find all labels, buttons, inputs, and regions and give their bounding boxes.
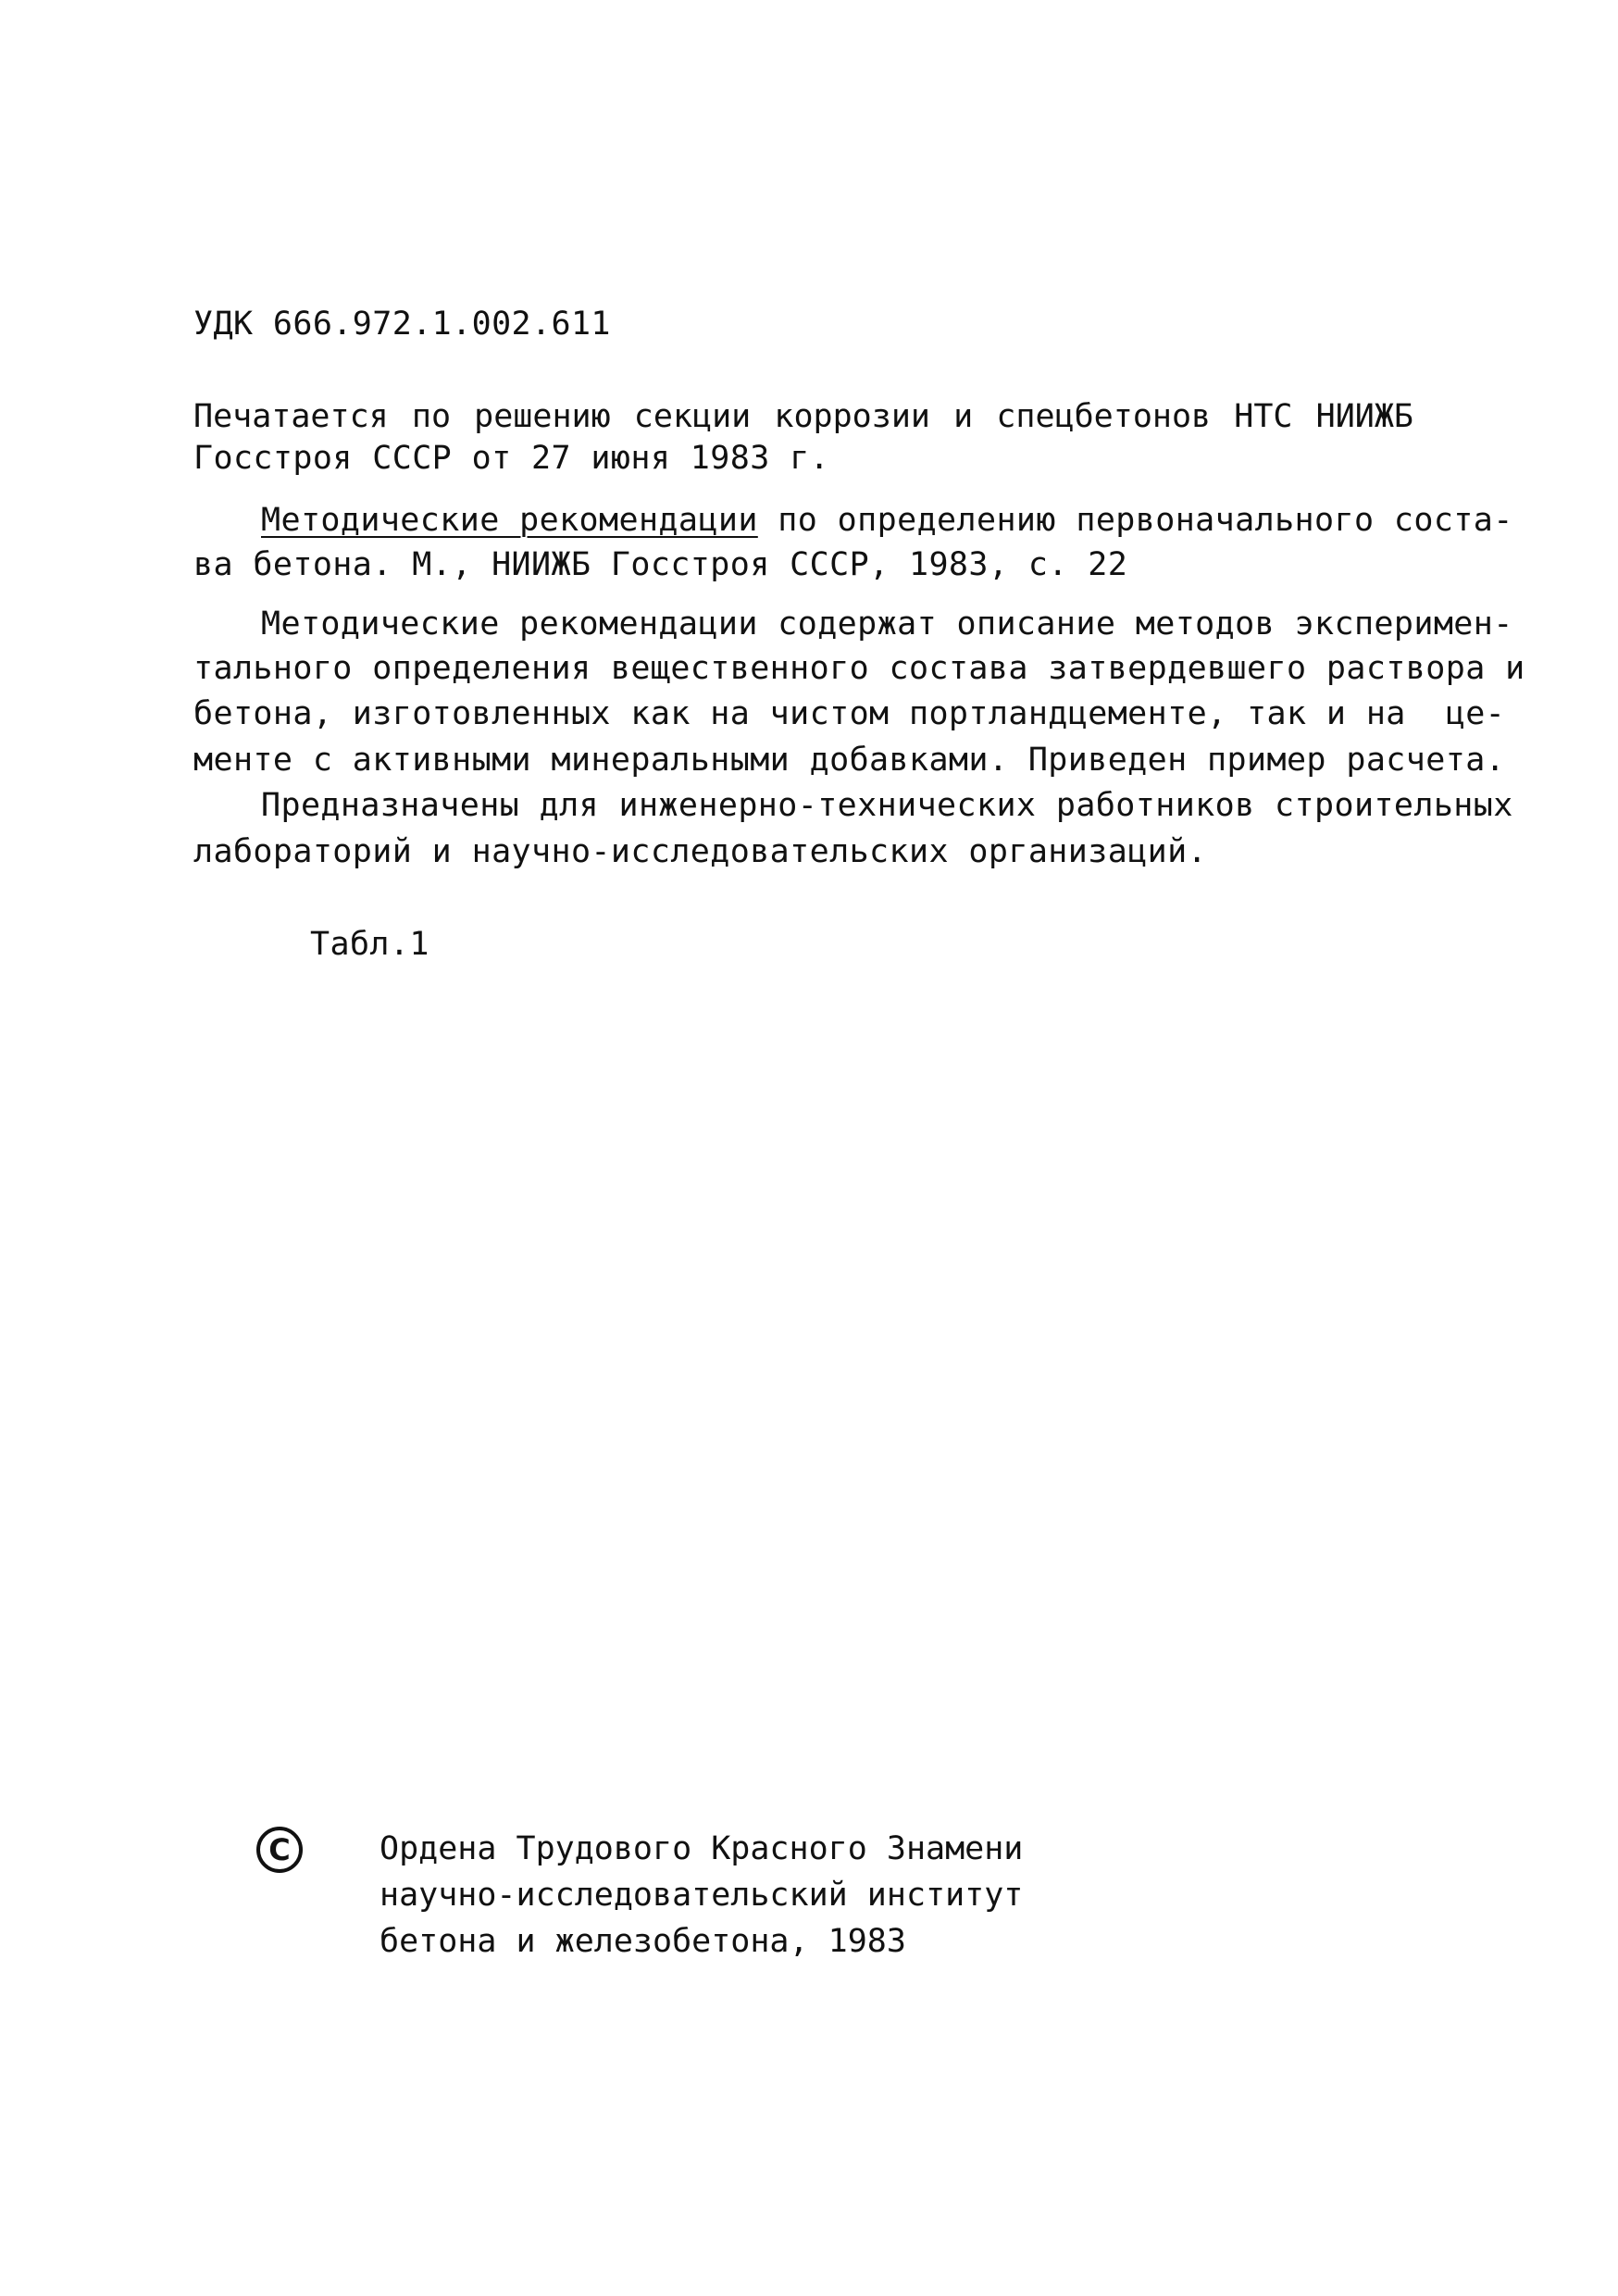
tables-count: Табл.1	[310, 926, 429, 963]
approval-line-2: Госстроя СССР от 27 июня 1983 г.	[193, 440, 830, 477]
imprint-line-1: Ордена Трудового Красного Знамени	[380, 1830, 1024, 1867]
approval-text-1: Печатается по решению секции коррозии и спецбетонов НТС НИИЖБ	[193, 398, 1413, 435]
abstract-line-2: тального определения вещественного состава затвердевшего раствора и	[193, 650, 1525, 687]
citation-line-1	[261, 502, 1513, 539]
imprint-line-3: бетона и железобетона, 1983	[380, 1923, 906, 1960]
audience-line-2: лабораторий и научно-исследовательских организаций.	[193, 833, 1208, 870]
imprint-line-2: научно-исследовательский институт	[380, 1877, 1024, 1914]
citation-title: Методические рекомендации	[261, 502, 758, 539]
abstract-line-4: менте с активными минеральными добавками. Приведен пример расчета.	[193, 742, 1506, 779]
approval-line-1	[193, 398, 1413, 435]
copyright-icon: C	[256, 1827, 303, 1873]
citation-line-1-rest: по определению первоначального соста-	[757, 502, 1513, 539]
udk-code: УДК 666.972.1.002.611	[193, 306, 611, 343]
abstract-line-1: Методические рекомендации содержат описание методов эксперимен-	[261, 605, 1513, 643]
abstract-line-3: бетона, изготовленных как на чистом портландцементе, так и на це-	[193, 695, 1506, 732]
citation-line-2: ва бетона. М., НИИЖБ Госстроя СССР, 1983, с. 22	[193, 546, 1128, 583]
audience-line-1: Предназначены для инженерно-технических работников строительных	[261, 787, 1513, 824]
